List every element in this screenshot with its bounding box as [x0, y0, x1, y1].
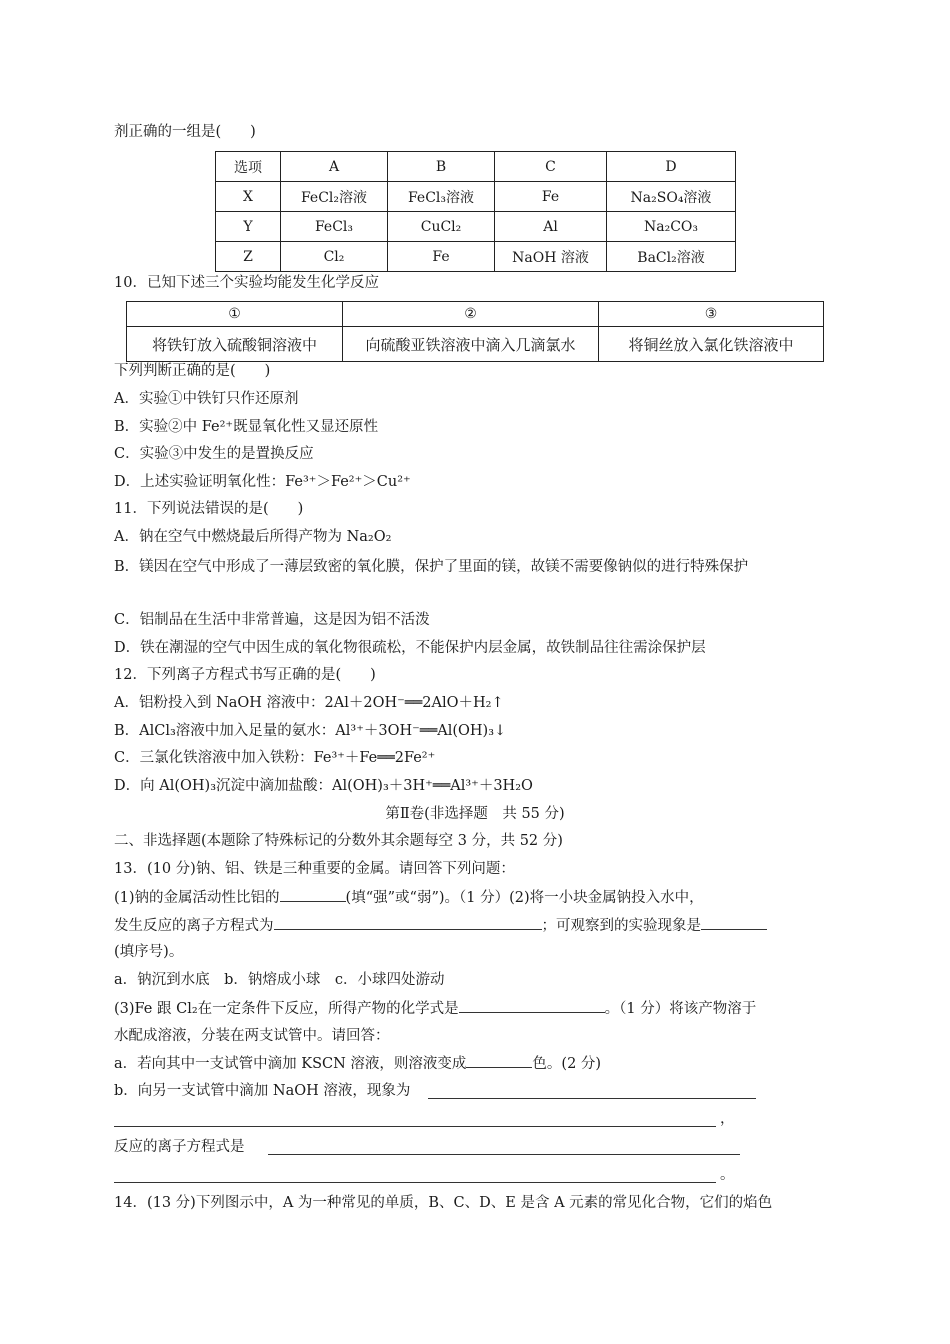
q13-part2-tail: (填序号)。 [114, 944, 184, 960]
answer-blank[interactable] [114, 1126, 716, 1127]
q13-part-a-text: a．若向其中一支试管中滴加 KSCN 溶液，则溶液变成 [114, 1056, 467, 1072]
q12-stem: 12．下列离子方程式书写正确的是( ) [114, 667, 376, 683]
q13-part-b-text: b．向另一支试管中滴加 NaOH 溶液，现象为 [114, 1083, 411, 1099]
q13-part2-text-cont: ；可观察到的实验现象是 [541, 918, 701, 934]
table-cell: Na₂SO₄溶液 [607, 182, 736, 212]
table-cell: C [495, 152, 607, 182]
q13-part3-text: (3)Fe 跟 Cl₂在一定条件下反应，所得产物的化学式是 [114, 1001, 459, 1017]
table-cell: Fe [388, 242, 495, 272]
q10-option-b: B．实验②中 Fe²⁺既显氧化性又显还原性 [114, 419, 379, 435]
table-cell: X [216, 182, 281, 212]
q13-part-a-text-cont: 色。(2 分) [532, 1056, 602, 1072]
table-cell: ② [343, 302, 599, 327]
q13-part-a-line [114, 1052, 601, 1075]
table-header-row [127, 302, 824, 327]
q12-option-d: D．向 Al(OH)₃沉淀中滴加盐酸：Al(OH)₃＋3H⁺══Al³⁺＋3H₂O [114, 778, 533, 794]
table-cell: 将铜丝放入氯化铁溶液中 [599, 327, 824, 362]
table-cell: Al [495, 212, 607, 242]
answer-blank[interactable] [114, 1182, 716, 1183]
q10-question: 下列判断正确的是( ) [114, 363, 271, 379]
table-cell: B [388, 152, 495, 182]
q13-part-b-line [114, 1080, 410, 1102]
q13-part3-tail: 水配成溶液，分装在两支试管中。请回答： [114, 1028, 390, 1044]
section-2-title: 第Ⅱ卷(非选择题 共 55 分) [385, 806, 565, 822]
q13-equation-label: 反应的离子方程式是 [114, 1139, 245, 1155]
table-cell: A [281, 152, 388, 182]
q13-part2-text: 发生反应的离子方程式为 [114, 918, 274, 934]
answer-blank[interactable] [428, 1098, 756, 1099]
table-cell: ③ [599, 302, 824, 327]
q12-option-c: C．三氯化铁溶液中加入铁粉：Fe³⁺＋Fe══2Fe²⁺ [114, 750, 436, 766]
q10-option-c: C．实验③中发生的是置换反应 [114, 446, 314, 462]
table-cell: BaCl₂溶液 [607, 242, 736, 272]
q10-experiment-table [126, 301, 824, 362]
q13-part1-line [114, 886, 704, 909]
table-cell: Na₂CO₃ [607, 212, 736, 242]
answer-blank[interactable] [268, 1154, 740, 1155]
q12-option-a: A．铝粉投入到 NaOH 溶液中：2Al＋2OH⁻══2AlO＋H₂↑ [114, 695, 504, 711]
q10-option-a: A．实验①中铁钉只作还原剂 [114, 391, 299, 407]
answer-blank[interactable] [466, 1052, 532, 1068]
q13-part1-text-cont: (填“强”或“弱”)。（1 分）(2)将一小块金属钠投入水中， [345, 890, 704, 906]
answer-blank[interactable] [701, 914, 767, 930]
table-cell: ① [127, 302, 343, 327]
q9-reagent-table [215, 151, 736, 272]
q13-choices: a．钠沉到水底 b．钠熔成小球 c．小球四处游动 [114, 972, 445, 988]
table-cell: Cl₂ [281, 242, 388, 272]
q11-option-c: C．铝制品在生活中非常普遍，这是因为铝不活泼 [114, 612, 430, 628]
table-header-row [216, 152, 736, 182]
q13-part3-text-cont: 。（1 分）将该产物溶于 [604, 1001, 757, 1017]
q13-part1-text: (1)钠的金属活动性比铝的 [114, 890, 280, 906]
q13-period: 。 [720, 1167, 735, 1183]
table-cell: FeCl₂溶液 [281, 182, 388, 212]
q13-stem: 13．(10 分)钠、铝、铁是三种重要的金属。请回答下列问题： [114, 861, 515, 877]
table-cell: FeCl₃溶液 [388, 182, 495, 212]
answer-blank[interactable] [274, 914, 542, 930]
table-cell: 将铁钉放入硫酸铜溶液中 [127, 327, 343, 362]
q11-option-b: B．镁因在空气中形成了一薄层致密的氧化膜，保护了里面的镁，故镁不需要像钠似的进行特殊保护 [114, 559, 749, 575]
table-cell: CuCl₂ [388, 212, 495, 242]
q11-option-d: D．铁在潮湿的空气中因生成的氧化物很疏松，不能保护内层金属，故铁制品往往需涂保护层 [114, 640, 706, 656]
table-cell: Fe [495, 182, 607, 212]
table-row [216, 212, 736, 242]
table-cell: FeCl₃ [281, 212, 388, 242]
q11-stem: 11．下列说法错误的是( ) [114, 501, 304, 517]
part-2-heading: 二、非选择题(本题除了特殊标记的分数外其余题每空 3 分，共 52 分) [114, 833, 563, 849]
table-row [127, 327, 824, 362]
q10-stem: 10．已知下述三个实验均能发生化学反应 [114, 275, 379, 291]
q13-part2-line [114, 914, 767, 937]
q14-stem: 14．(13 分)下列图示中，A 为一种常见的单质，B、C、D、E 是含 A 元素的常见化合物，它们的焰色 [114, 1195, 773, 1211]
table-row [216, 182, 736, 212]
table-cell: Y [216, 212, 281, 242]
table-cell: 选项 [216, 152, 281, 182]
q10-option-d: D．上述实验证明氧化性：Fe³⁺＞Fe²⁺＞Cu²⁺ [114, 474, 411, 490]
q13-comma: ， [720, 1111, 735, 1127]
table-row [216, 242, 736, 272]
q11-option-a: A．钠在空气中燃烧最后所得产物为 Na₂O₂ [114, 529, 392, 545]
q12-option-b: B．AlCl₃溶液中加入足量的氨水：Al³⁺＋3OH⁻══Al(OH)₃↓ [114, 723, 507, 739]
table-cell: NaOH 溶液 [495, 242, 607, 272]
answer-blank[interactable] [459, 997, 605, 1013]
q9-stem-tail: 剂正确的一组是( ) [114, 124, 256, 140]
table-cell: 向硫酸亚铁溶液中滴入几滴氯水 [343, 327, 599, 362]
table-cell: Z [216, 242, 281, 272]
answer-blank[interactable] [280, 886, 346, 902]
table-cell: D [607, 152, 736, 182]
q13-part3-line [114, 997, 756, 1020]
